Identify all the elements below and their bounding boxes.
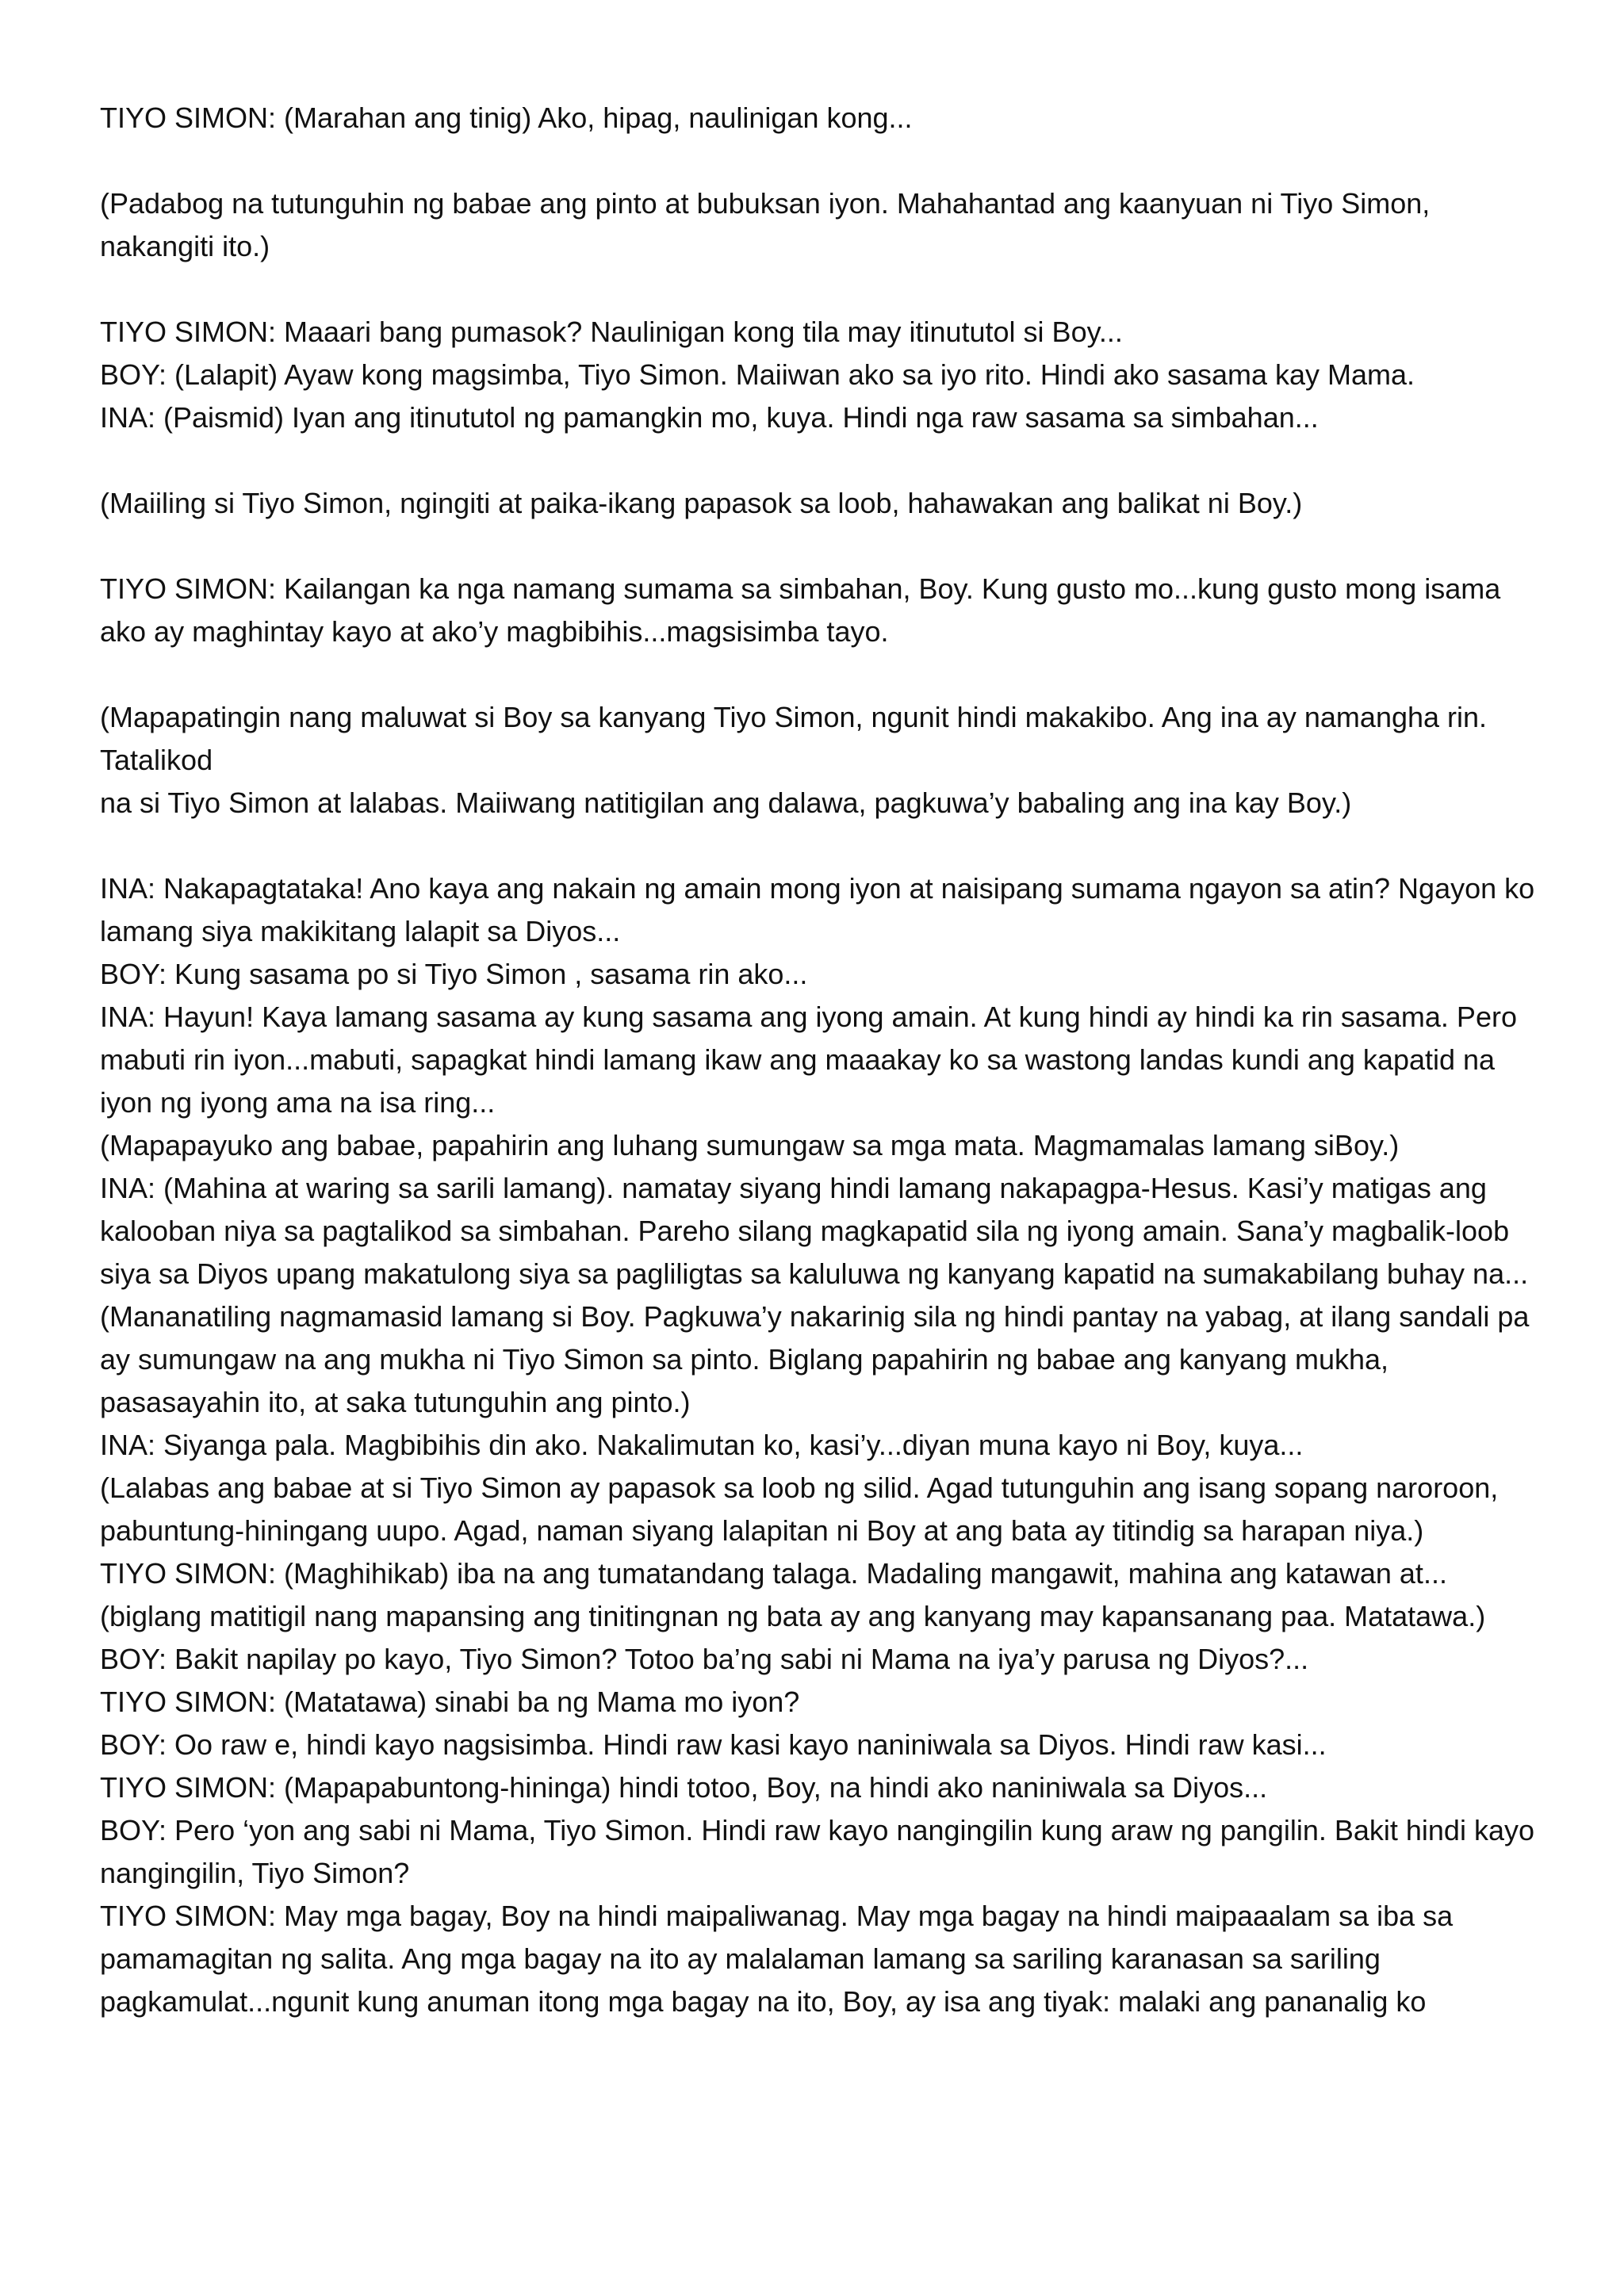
- script-paragraph: TIYO SIMON: Kailangan ka nga namang sumama sa simbahan, Boy. Kung gusto mo...kung gusto mong isama ako ay maghintay kayo at ako’y magbibihis...magsisimba tayo.: [100, 572, 1501, 648]
- script-paragraph: (Mananatiling nagmamasid lamang si Boy. Pagkuwa’y nakarinig sila ng hindi pantay na yabag, at ilang sandali pa ay sumungaw na ang mukha ni Tiyo Simon sa pinto. Biglang papahirin ng babae ang kanyang mukha, pasasayahin ito, at saka tutunguhin ang pinto.): [100, 1300, 1530, 1418]
- script-paragraph: (Padabog na tutunguhin ng babae ang pinto at bubuksan iyon. Mahahantad ang kaanyuan ni Tiyo Simon, nakangiti ito.): [100, 187, 1431, 262]
- script-paragraph: TIYO SIMON: (Marahan ang tinig) Ako, hipag, naulinigan kong...: [100, 101, 913, 134]
- script-paragraph: INA: (Paismid) Iyan ang itinututol ng pamangkin mo, kuya. Hindi nga raw sasama sa simbahan...: [100, 401, 1319, 434]
- script-paragraph: (Maiiling si Tiyo Simon, ngingiti at paika-ikang papasok sa loob, hahawakan ang balikat ni Boy.): [100, 487, 1303, 519]
- script-paragraph: (Mapapayuko ang babae, papahirin ang luhang sumungaw sa mga mata. Magmamalas lamang siBoy.): [100, 1129, 1400, 1161]
- paragraph-spacer: [100, 825, 1543, 867]
- script-paragraph: BOY: Kung sasama po si Tiyo Simon , sasama rin ako...: [100, 958, 808, 990]
- script-paragraph: TIYO SIMON: (Matatawa) sinabi ba ng Mama mo iyon?: [100, 1686, 800, 1718]
- paragraph-spacer: [100, 439, 1543, 482]
- script-paragraph: TIYO SIMON: Maaari bang pumasok? Naulinigan kong tila may itinututol si Boy...: [100, 316, 1123, 348]
- paragraph-spacer: [100, 653, 1543, 696]
- script-paragraph: na si Tiyo Simon at lalabas. Maiiwang natitigilan ang dalawa, pagkuwa’y babaling ang ina kay Boy.): [100, 786, 1352, 819]
- script-paragraph: BOY: Bakit napilay po kayo, Tiyo Simon? Totoo ba’ng sabi ni Mama na iya’y parusa ng Diyos?...: [100, 1643, 1309, 1675]
- paragraph-spacer: [100, 268, 1543, 311]
- script-paragraph: TIYO SIMON: (Mapapabuntong-hininga) hindi totoo, Boy, na hindi ako naniniwala sa Diyos...: [100, 1771, 1268, 1804]
- script-paragraph: INA: (Mahina at waring sa sarili lamang). namatay siyang hindi lamang nakapagpa-Hesus. Kasi’y matigas ang kalooban niya sa pagtalikod sa simbahan. Pareho silang magkapatid sila ng iyong amain. Sana’y magbalik-loob siya sa Diyos upang makatulong siya sa pagliligtas sa kaluluwa ng kanyang kapatid na sumakabilang buhay na...: [100, 1172, 1529, 1290]
- script-paragraph: INA: Siyanga pala. Magbibihis din ako. Nakalimutan ko, kasi’y...diyan muna kayo ni Boy, kuya...: [100, 1429, 1304, 1461]
- script-paragraph: BOY: Pero ‘yon ang sabi ni Mama, Tiyo Simon. Hindi raw kayo nangingilin kung araw ng pangilin. Bakit hindi kayo nangingilin, Tiyo Simon?: [100, 1814, 1534, 1889]
- script-paragraph: INA: Nakapagtataka! Ano kaya ang nakain ng amain mong iyon at naisipang sumama ngayon sa atin? Ngayon ko lamang siya makikitang lalapit sa Diyos...: [100, 872, 1535, 947]
- script-paragraph: TIYO SIMON: (Maghihikab) iba na ang tumatandang talaga. Madaling mangawit, mahina ang katawan at...(biglang matitigil nang mapansing ang tinitingnan ng bata ay ang kanyang may kapansanang paa. Matatawa.): [100, 1557, 1486, 1632]
- script-paragraph: INA: Hayun! Kaya lamang sasama ay kung sasama ang iyong amain. At kung hindi ay hindi ka rin sasama. Pero mabuti rin iyon...mabuti, sapagkat hindi lamang ikaw ang maaakay ko sa wastong landas kundi ang kapatid na iyon ng iyong ama na isa ring...: [100, 1001, 1517, 1119]
- script-paragraph: (Lalabas ang babae at si Tiyo Simon ay papasok sa loob ng silid. Agad tutunguhin ang isang sopang naroroon, pabuntung-hiningang uupo. Agad, naman siyang lalapitan ni Boy at ang bata ay titindig sa harapan niya.): [100, 1471, 1499, 1547]
- script-paragraph: BOY: (Lalapit) Ayaw kong magsimba, Tiyo Simon. Maiiwan ako sa iyo rito. Hindi ako sasama kay Mama.: [100, 358, 1415, 391]
- paragraph-spacer: [100, 140, 1543, 182]
- script-paragraph: TIYO SIMON: May mga bagay, Boy na hindi maipaliwanag. May mga bagay na hindi maipaaalam sa iba sa pamamagitan ng salita. Ang mga bagay na ito ay malalaman lamang sa sariling karanasan sa sariling pagkamulat...ngunit kung anuman itong mga bagay na ito, Boy, ay isa ang tiyak: malaki ang pananalig ko: [100, 1900, 1454, 2018]
- document-page: [100, 97, 1543, 2023]
- paragraph-spacer: [100, 525, 1543, 568]
- script-paragraph: BOY: Oo raw e, hindi kayo nagsisimba. Hindi raw kasi kayo naniniwala sa Diyos. Hindi raw kasi...: [100, 1728, 1327, 1761]
- script-paragraph: (Mapapatingin nang maluwat si Boy sa kanyang Tiyo Simon, ngunit hindi makakibo. Ang ina ay namangha rin. Tatalikod: [100, 701, 1488, 776]
